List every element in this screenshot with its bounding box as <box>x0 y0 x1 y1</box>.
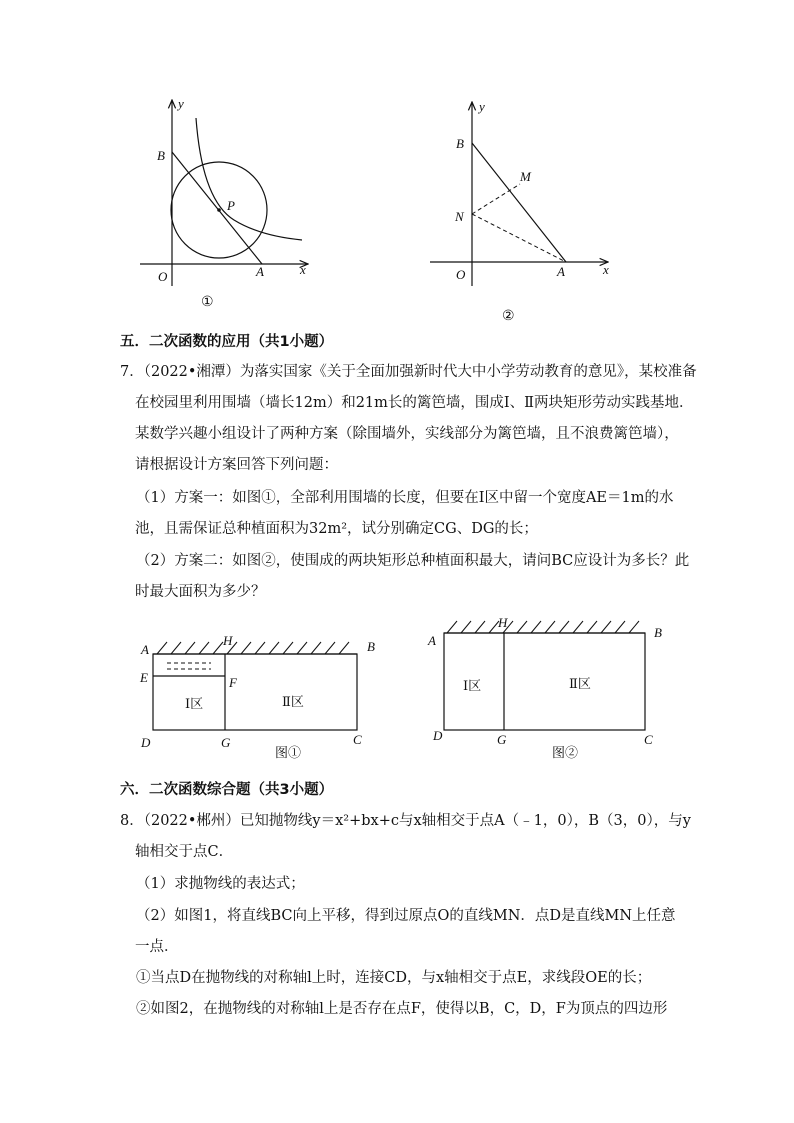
zone-1-label: Ⅰ区 <box>463 678 482 693</box>
figure-plan-2 <box>425 612 675 762</box>
label-h: H <box>223 633 233 648</box>
q8-line1: 8．（2022•郴州）已知抛物线y＝x²+bx+c与x轴相交于点A（﹣1，0），B（3，0），与y <box>120 813 691 829</box>
label-g: G <box>497 732 507 747</box>
q7-line2: 在校园里利用围墙（墙长12m）和21m长的篱笆墙，围成Ⅰ、Ⅱ两块矩形劳动实践基地． <box>135 395 694 411</box>
wall-hatching <box>157 642 349 654</box>
q7-part1-line1: （1）方案一：如图①，全部利用围墙的长度，但要在Ⅰ区中留一个宽度AE＝1m的水 <box>136 490 674 506</box>
label-y: y <box>178 96 184 111</box>
label-a: A <box>557 264 565 279</box>
dash-nm <box>472 184 520 214</box>
section-heading-5: 五．二次函数的应用（共1小题） <box>120 334 334 350</box>
q7-line4: 请根据设计方案回答下列问题： <box>135 457 338 473</box>
line-ab <box>172 152 262 264</box>
label-b: B <box>157 148 165 163</box>
q7-part1-line2: 池，且需保证总种植面积为32m²，试分别确定CG、DG的长； <box>135 521 538 537</box>
label-h: H <box>498 615 508 630</box>
figure-caption: 图② <box>552 745 579 760</box>
wall-hatching <box>447 621 639 633</box>
zone-2-label: Ⅱ区 <box>569 676 591 691</box>
label-y: y <box>479 99 485 114</box>
q8-sub2: ②如图2，在抛物线的对称轴l上是否存在点F，使得以B，C，D，F为顶点的四边形 <box>136 1001 668 1017</box>
label-x: x <box>300 262 306 277</box>
label-c: C <box>644 732 653 747</box>
section-heading-6: 六．二次函数综合题（共3小题） <box>120 782 334 798</box>
label-b: B <box>367 639 375 654</box>
q7-line3: 某数学兴趣小组设计了两种方案（除围墙外，实线部分为篱笆墙，且不浪费篱笆墙）， <box>135 426 679 442</box>
label-g: G <box>221 735 231 750</box>
q7-part2-line2: 时最大面积为多少？ <box>135 584 266 600</box>
figure-caption: ② <box>502 309 515 324</box>
q8-part2-line1: （2）如图1，将直线BC向上平移，得到过原点O的直线MN．点D是直线MN上任意 <box>136 908 676 924</box>
label-c: C <box>353 732 362 747</box>
label-e: E <box>140 670 148 685</box>
dash-na <box>472 214 566 262</box>
label-p: P <box>227 198 235 213</box>
figure-caption: 图① <box>275 745 302 760</box>
hyperbola <box>196 118 302 240</box>
label-b: B <box>456 136 464 151</box>
label-x: x <box>603 262 609 277</box>
q7-line1: 7．（2022•湘潭）为落实国家《关于全面加强新时代大中小学劳动教育的意见》，某校准备 <box>120 364 697 380</box>
figure-1-circle <box>130 90 330 320</box>
line-ab <box>472 143 566 262</box>
q8-sub1: ①当点D在抛物线的对称轴l上时，连接CD，与x轴相交于点E，求线段OE的长； <box>136 970 652 986</box>
label-o: O <box>158 269 168 284</box>
label-a: A <box>428 633 436 648</box>
label-d: D <box>141 735 151 750</box>
label-a: A <box>141 642 149 657</box>
plot-outline <box>153 654 357 730</box>
q8-line2: 轴相交于点C． <box>135 844 234 860</box>
zone-2-label: Ⅱ区 <box>282 694 304 709</box>
label-m: M <box>520 169 531 184</box>
label-d: D <box>433 728 443 743</box>
label-a: A <box>256 264 264 279</box>
point-p <box>217 208 221 212</box>
label-o: O <box>456 267 466 282</box>
figure-2-triangle <box>420 90 620 325</box>
figure-plan-1 <box>135 630 385 760</box>
label-f: F <box>229 675 237 690</box>
q7-part2-line1: （2）方案二：如图②，使围成的两块矩形总种植面积最大，请问BC应设计为多长？此 <box>136 553 690 569</box>
label-n: N <box>455 209 464 224</box>
q8-part2-line2: 一点． <box>135 939 179 955</box>
q8-part1: （1）求抛物线的表达式； <box>136 876 305 892</box>
zone-1-label: Ⅰ区 <box>185 696 204 711</box>
label-b: B <box>654 625 662 640</box>
figure-caption: ① <box>201 295 214 310</box>
